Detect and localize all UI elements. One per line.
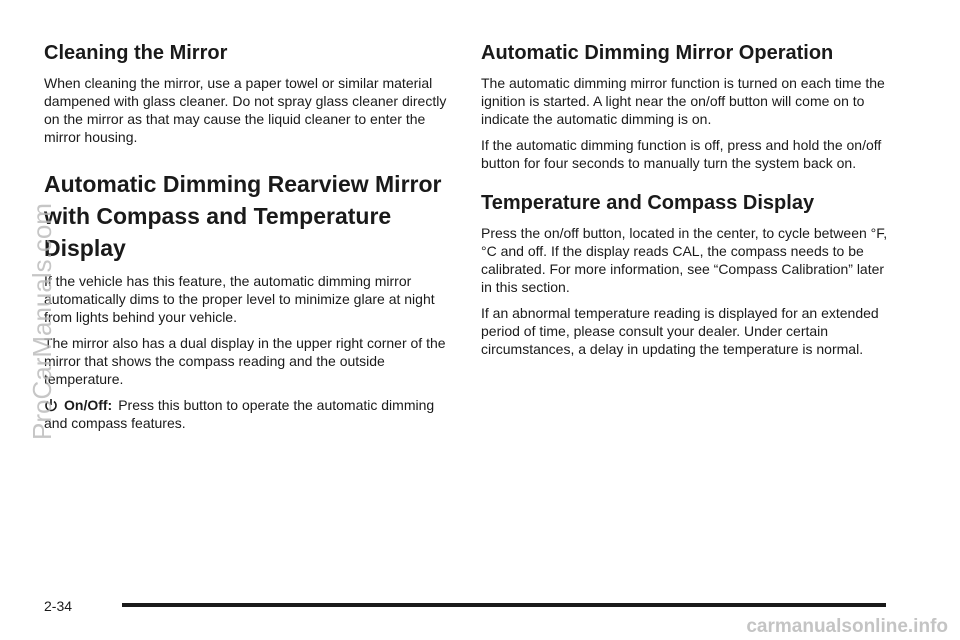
bottom-watermark: carmanualsonline.info (746, 616, 948, 637)
operation-heading: Automatic Dimming Mirror Operation (481, 42, 834, 64)
display-paragraph-1: Press the on/off button, located in the center, to cycle between °F, °C and off. If the display reads CAL, the compass needs to be calibrated. For more information, see “Compass Calibration” later in this section. (481, 225, 888, 295)
cleaning-paragraph: When cleaning the mirror, use a paper towel or similar material dampened with glass cleaner. Do not spray glass cleaner directly on the mirror as that may cause the liquid cleaner to enter the mirror housing. (44, 75, 447, 145)
onoff-label: On/Off: (64, 397, 113, 413)
cleaning-heading: Cleaning the Mirror (44, 42, 228, 64)
operation-paragraph-2: If the automatic dimming function is off, press and hold the on/off button for four seconds to manually turn the system back on. (481, 137, 882, 171)
onoff-paragraph (44, 396, 452, 432)
onoff-text: Press this button to operate the automatic dimming and compass features. (44, 397, 435, 431)
page-number: 2-34 (44, 598, 73, 614)
display-paragraph-2: If an abnormal temperature reading is displayed for an extended period of time, please consult your dealer. Under certain circumstances, a delay in updating the temperature is normal. (481, 305, 879, 357)
display-heading: Temperature and Compass Display (481, 192, 815, 214)
right-column (481, 40, 893, 366)
left-column (44, 40, 452, 440)
footer-rule (122, 603, 886, 607)
main-heading: Automatic Dimming Rearview Mirror with Compass and Temperature Display (44, 171, 442, 261)
feature-paragraph: If the vehicle has this feature, the automatic dimming mirror automatically dims to the proper level to minimize glare at night from lights behind your vehicle. (44, 273, 435, 325)
dual-display-paragraph: The mirror also has a dual display in the upper right corner of the mirror that shows the compass reading and the outside temperature. (44, 335, 446, 387)
operation-paragraph-1: The automatic dimming mirror function is turned on each time the ignition is started. A light near the on/off button will come on to indicate the automatic dimming is on. (481, 75, 885, 127)
side-watermark: ProCarManuals.com (27, 203, 57, 440)
